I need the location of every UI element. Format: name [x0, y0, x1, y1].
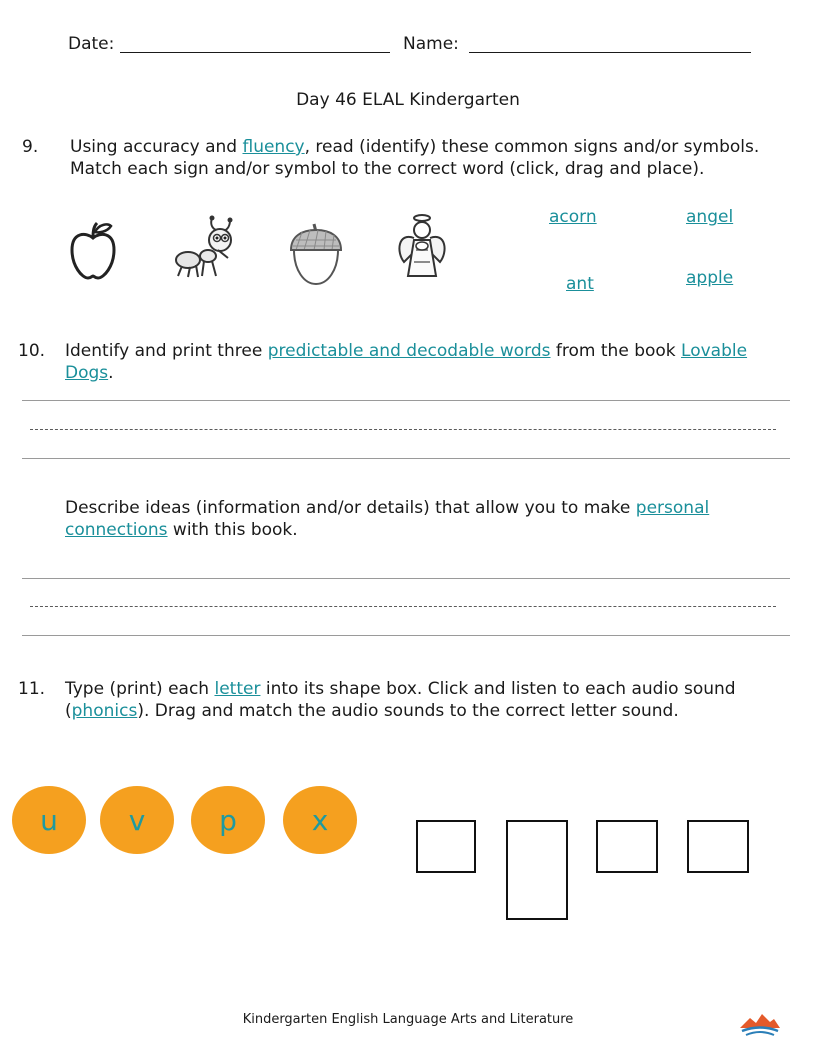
describe-text: [65, 497, 785, 541]
fluency-link[interactable]: fluency: [242, 137, 305, 157]
mountain-logo-icon: [738, 1010, 782, 1036]
page-title: Day 46 ELAL Kindergarten: [296, 90, 520, 110]
audio-circle-p[interactable]: p: [191, 786, 265, 854]
question-10-number: 10.: [18, 341, 46, 361]
name-field[interactable]: [469, 52, 751, 53]
writing-line-middle: [30, 429, 776, 430]
lovable-link[interactable]: Lovable: [681, 341, 748, 361]
q9-text-line-2: Match each sign and/or symbol to the correct word (click, drag and place).: [70, 159, 705, 179]
connections-link[interactable]: connections: [65, 520, 168, 540]
personal-link[interactable]: personal: [635, 498, 710, 518]
q10-text-part: .: [108, 363, 114, 383]
letter-shape-box-1[interactable]: [416, 820, 476, 873]
phonics-link[interactable]: phonics: [71, 701, 138, 721]
dogs-link[interactable]: Dogs: [65, 363, 109, 383]
word-ant[interactable]: ant: [566, 274, 594, 294]
writing-line-middle-2: [30, 606, 776, 607]
q11-text-part: into its shape box. Click and listen to each audio sound: [260, 679, 736, 699]
question-10-text: [65, 340, 785, 384]
audio-circle-v[interactable]: v: [100, 786, 174, 854]
writing-line-bottom-2: [22, 635, 790, 636]
q10-text-part: Identify and print three: [65, 341, 268, 361]
date-label: Date:: [68, 34, 115, 54]
acorn-icon[interactable]: [288, 220, 344, 288]
q9-text-part: , read (identify) these common signs and/or symbols.: [304, 137, 760, 157]
audio-circle-u[interactable]: u: [12, 786, 86, 854]
predictable-decodable-words-link[interactable]: predictable and decodable words: [267, 341, 551, 361]
letter-shape-box-4[interactable]: [687, 820, 749, 873]
date-field[interactable]: [120, 52, 390, 53]
word-acorn[interactable]: acorn: [549, 207, 597, 227]
question-9-text: [70, 136, 759, 180]
question-11-number: 11.: [18, 679, 46, 699]
q11-text-part: ). Drag and match the audio sounds to the correct letter sound.: [137, 701, 679, 721]
footer-text: Kindergarten English Language Arts and Literature: [242, 1012, 574, 1027]
audio-circle-x[interactable]: x: [283, 786, 357, 854]
q11-text-part: Type (print) each: [65, 679, 215, 699]
question-11-text: [65, 678, 785, 722]
apple-icon[interactable]: [68, 220, 118, 282]
letter-link[interactable]: letter: [214, 679, 261, 699]
q11-text-part: (: [65, 701, 72, 721]
angel-icon[interactable]: [394, 212, 450, 282]
describe-text-part: with this book.: [167, 520, 298, 540]
question-9-number: 9.: [22, 137, 39, 157]
word-angel[interactable]: angel: [686, 207, 734, 227]
writing-line-top[interactable]: [22, 400, 790, 401]
name-label: Name:: [403, 34, 459, 54]
writing-line-bottom: [22, 458, 790, 459]
q9-text-part: Using accuracy and: [70, 137, 243, 157]
ant-icon[interactable]: [172, 214, 244, 280]
letter-shape-box-2[interactable]: [506, 820, 568, 920]
letter-shape-box-3[interactable]: [596, 820, 658, 873]
word-apple[interactable]: apple: [686, 268, 734, 288]
describe-text-part: Describe ideas (information and/or details) that allow you to make: [65, 498, 636, 518]
writing-line-top-2[interactable]: [22, 578, 790, 579]
q10-text-part: from the book: [550, 341, 682, 361]
